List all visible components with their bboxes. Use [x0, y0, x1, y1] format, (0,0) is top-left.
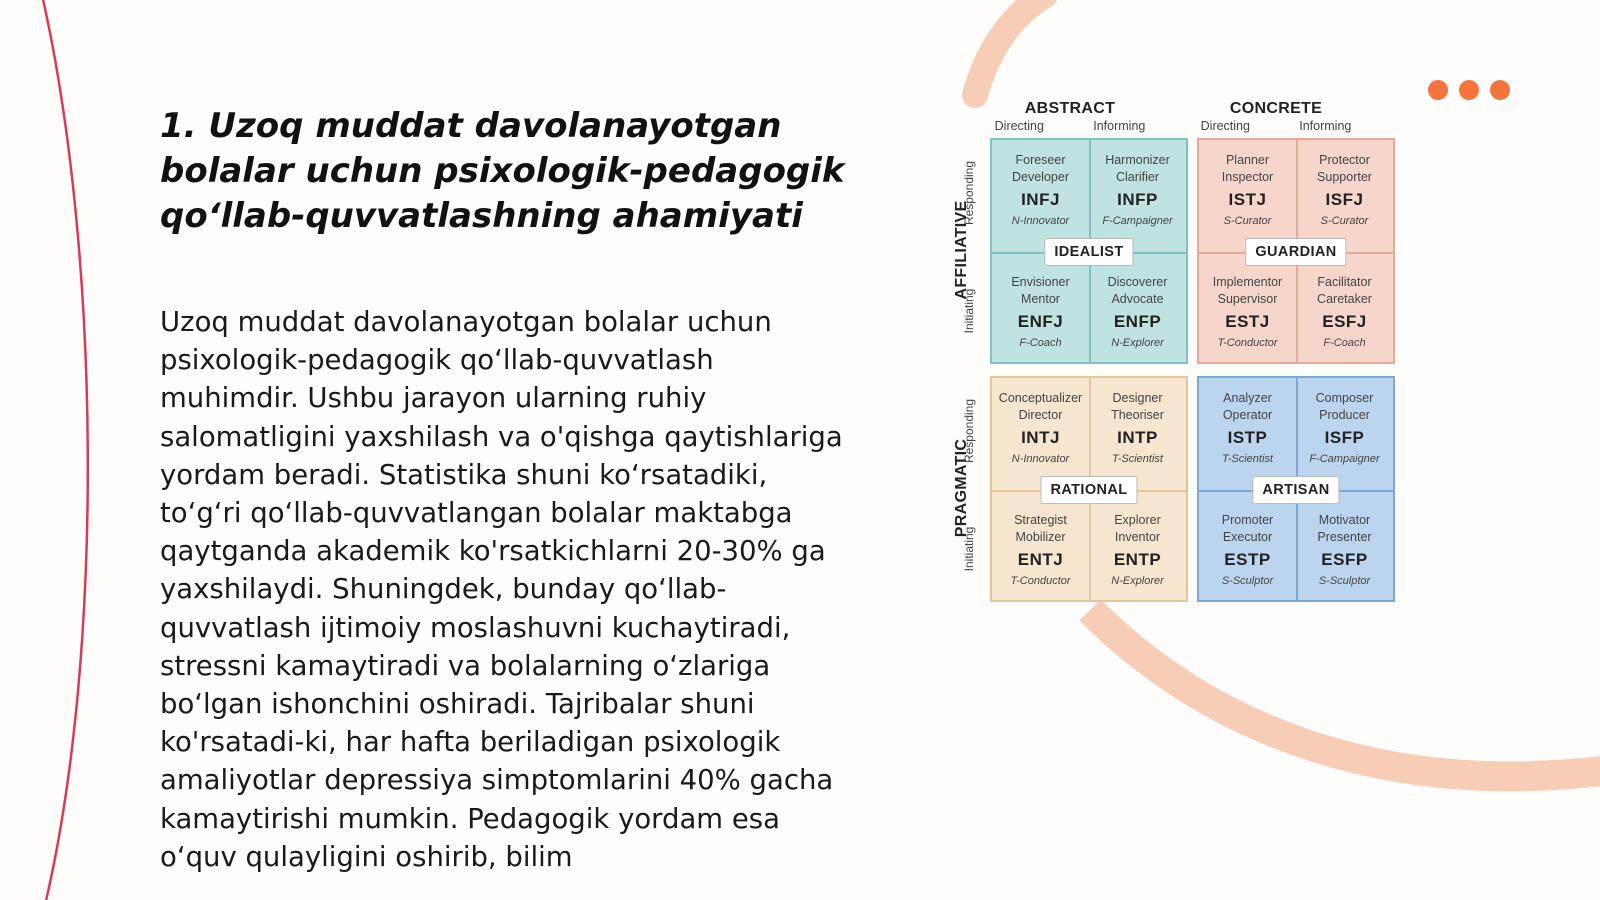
role-names: [992, 512, 1089, 546]
type-code: ISTP: [1227, 428, 1268, 447]
role-secondary: Presenter: [1317, 530, 1372, 544]
decorative-orange-arc: [975, 0, 1045, 95]
role-primary: Harmonizer: [1105, 153, 1170, 167]
role-primary: Foreseer: [1015, 153, 1066, 167]
type-code: ESFP: [1321, 550, 1368, 569]
type-code: INFP: [1117, 190, 1158, 209]
row-sublabel: Responding: [962, 160, 976, 226]
type-code: ESFJ: [1322, 312, 1367, 331]
type-code: INTJ: [1021, 428, 1060, 447]
role-names: [1296, 512, 1393, 546]
role-secondary: Inspector: [1221, 170, 1274, 184]
column-header-abstract: [970, 100, 1170, 133]
slide-title: 1. Uzoq muddat davolanayotgan bolalar uchun psixologik-pedagogik qo‘llab-quvvatlashning ahamiyati: [160, 106, 845, 236]
quadrant-rational: [990, 376, 1188, 602]
role-primary: Explorer: [1114, 513, 1161, 527]
row-sublabel: Initiating: [962, 288, 976, 334]
column-sublabel: Directing: [994, 119, 1044, 133]
row-label: PRAGMATIC: [953, 438, 970, 538]
role-secondary: Director: [1018, 408, 1063, 422]
temperament-label: RATIONAL: [1040, 476, 1137, 504]
type-subtitle: T-Conductor: [1010, 575, 1071, 587]
role-names: [992, 390, 1089, 424]
role-secondary: Advocate: [1111, 292, 1164, 306]
type-code: ISTJ: [1228, 190, 1267, 209]
role-primary: Discoverer: [1107, 275, 1168, 289]
type-cell: [1296, 140, 1393, 252]
role-secondary: Mentor: [1021, 292, 1060, 306]
type-code: ESTP: [1224, 550, 1271, 569]
role-secondary: Executor: [1222, 530, 1273, 544]
dot-1: [1428, 80, 1448, 100]
type-subtitle: F-Coach: [1019, 337, 1062, 349]
role-names: [1296, 152, 1393, 186]
type-cell: [1296, 490, 1393, 602]
dot-3: [1490, 80, 1510, 100]
quadrant-artisan: [1197, 376, 1395, 602]
type-subtitle: S-Curator: [1223, 215, 1272, 227]
type-subtitle: N-Explorer: [1111, 337, 1164, 349]
role-primary: Promoter: [1221, 513, 1274, 527]
type-cell: [1089, 252, 1186, 364]
temperament-diagram: [940, 100, 1400, 610]
type-cell: [1296, 378, 1393, 490]
role-names: [992, 274, 1089, 308]
role-primary: Analyzer: [1223, 391, 1272, 405]
type-subtitle: T-Conductor: [1217, 337, 1278, 349]
type-subtitle: S-Sculptor: [1221, 575, 1274, 587]
role-secondary: Developer: [1012, 170, 1069, 184]
type-subtitle: F-Campaigner: [1309, 453, 1380, 465]
role-primary: Motivator: [1318, 513, 1371, 527]
type-subtitle: N-Innovator: [1011, 215, 1070, 227]
role-primary: Conceptualizer: [998, 391, 1083, 405]
type-cell: [992, 378, 1089, 490]
type-code: ESTJ: [1225, 312, 1270, 331]
role-primary: Facilitator: [1317, 275, 1372, 289]
type-cell: [992, 252, 1089, 364]
temperament-label: ARTISAN: [1252, 476, 1339, 504]
role-primary: Designer: [1112, 391, 1163, 405]
row-header-affiliative: [940, 138, 982, 364]
column-header-concrete: [1176, 100, 1376, 133]
row-label: AFFILIATIVE: [953, 200, 970, 300]
slide-dots: [1428, 80, 1510, 100]
temperament-label: GUARDIAN: [1245, 238, 1346, 266]
type-cell: [1296, 252, 1393, 364]
role-secondary: Inventor: [1114, 530, 1161, 544]
type-subtitle: S-Curator: [1320, 215, 1369, 227]
decorative-orange-arc-bottom: [1090, 610, 1600, 776]
type-subtitle: T-Scientist: [1112, 453, 1163, 465]
dot-2: [1459, 80, 1479, 100]
type-code: ISFJ: [1325, 190, 1364, 209]
type-code: ENTJ: [1017, 550, 1064, 569]
role-secondary: Operator: [1222, 408, 1273, 422]
type-subtitle: S-Sculptor: [1318, 575, 1371, 587]
role-primary: Protector: [1319, 153, 1370, 167]
column-sublabel: Directing: [1200, 119, 1250, 133]
type-subtitle: T-Scientist: [1222, 453, 1273, 465]
type-cell: [1199, 140, 1296, 252]
quadrant-guardian: [1197, 138, 1395, 364]
type-cell: [1089, 378, 1186, 490]
role-secondary: Supervisor: [1217, 292, 1278, 306]
role-names: [992, 152, 1089, 186]
decorative-left-curve: [42, 0, 88, 900]
type-cell: [1199, 378, 1296, 490]
role-secondary: Clarifier: [1115, 170, 1160, 184]
role-names: [1089, 152, 1186, 186]
type-code: INFJ: [1021, 190, 1060, 209]
type-code: ENFJ: [1017, 312, 1064, 331]
role-names: [1199, 152, 1296, 186]
role-names: [1089, 390, 1186, 424]
type-cell: [1089, 490, 1186, 602]
type-cell: [992, 140, 1089, 252]
role-secondary: Producer: [1319, 408, 1370, 422]
role-primary: Implementor: [1212, 275, 1283, 289]
column-sublabel: Informing: [1299, 119, 1352, 133]
role-secondary: Supporter: [1317, 170, 1372, 184]
type-cell: [1089, 140, 1186, 252]
type-subtitle: N-Explorer: [1111, 575, 1164, 587]
role-names: [1199, 512, 1296, 546]
role-secondary: Theoriser: [1111, 408, 1164, 422]
type-cell: [1199, 490, 1296, 602]
role-names: [1199, 390, 1296, 424]
role-names: [1199, 274, 1296, 308]
column-sublabel: Informing: [1093, 119, 1146, 133]
slide-body: Uzoq muddat davolanayotgan bolalar uchun psixologik-pedagogik qo‘llab-quvvatlash muhimdir. Ushbu jarayon ularning ruhiy salomatligini yaxshilash va o'qishga qaytishlariga yordam beradi. Statistika shuni ko‘rsatadiki, to‘g‘ri qo‘llab-quvvatlangan bolalar maktabga qaytganda akademik ko'rsatkichlarni 20-30% ga yaxshilaydi. Shuningdek, bunday qo‘llab-quvvatlash ijtimoiy moslashuvni kuchaytiradi, stressni kamaytiradi va bolalarning o‘zlariga bo‘lgan ishonchini oshiradi. Tajribalar shuni ko'rsatadi-ki, har hafta beriladigan psixologik amaliyotlar depressiya simptomlarini 40% gacha kamaytirishi mumkin. Pedagogik yordam esa o‘quv qulayligini oshirib, bilim: [160, 306, 843, 873]
type-code: INTP: [1117, 428, 1158, 447]
type-code: ISFP: [1324, 428, 1365, 447]
role-secondary: Caretaker: [1317, 292, 1372, 306]
type-subtitle: F-Campaigner: [1102, 215, 1173, 227]
type-code: ENTP: [1113, 550, 1162, 569]
row-header-pragmatic: [940, 376, 982, 602]
type-code: ENFP: [1113, 312, 1162, 331]
column-label: ABSTRACT: [1024, 100, 1116, 117]
type-cell: [992, 490, 1089, 602]
type-subtitle: F-Coach: [1323, 337, 1366, 349]
role-primary: Composer: [1315, 391, 1374, 405]
row-sublabel: Initiating: [962, 526, 976, 572]
role-names: [1296, 274, 1393, 308]
role-primary: Strategist: [1014, 513, 1067, 527]
type-subtitle: N-Innovator: [1011, 453, 1070, 465]
role-names: [1089, 274, 1186, 308]
column-label: CONCRETE: [1229, 100, 1323, 117]
role-names: [1296, 390, 1393, 424]
quadrant-idealist: [990, 138, 1188, 364]
row-sublabel: Responding: [962, 398, 976, 464]
role-names: [1089, 512, 1186, 546]
type-cell: [1199, 252, 1296, 364]
role-primary: Planner: [1225, 153, 1270, 167]
role-primary: Envisioner: [1011, 275, 1070, 289]
role-secondary: Mobilizer: [1015, 530, 1066, 544]
temperament-label: IDEALIST: [1044, 238, 1133, 266]
